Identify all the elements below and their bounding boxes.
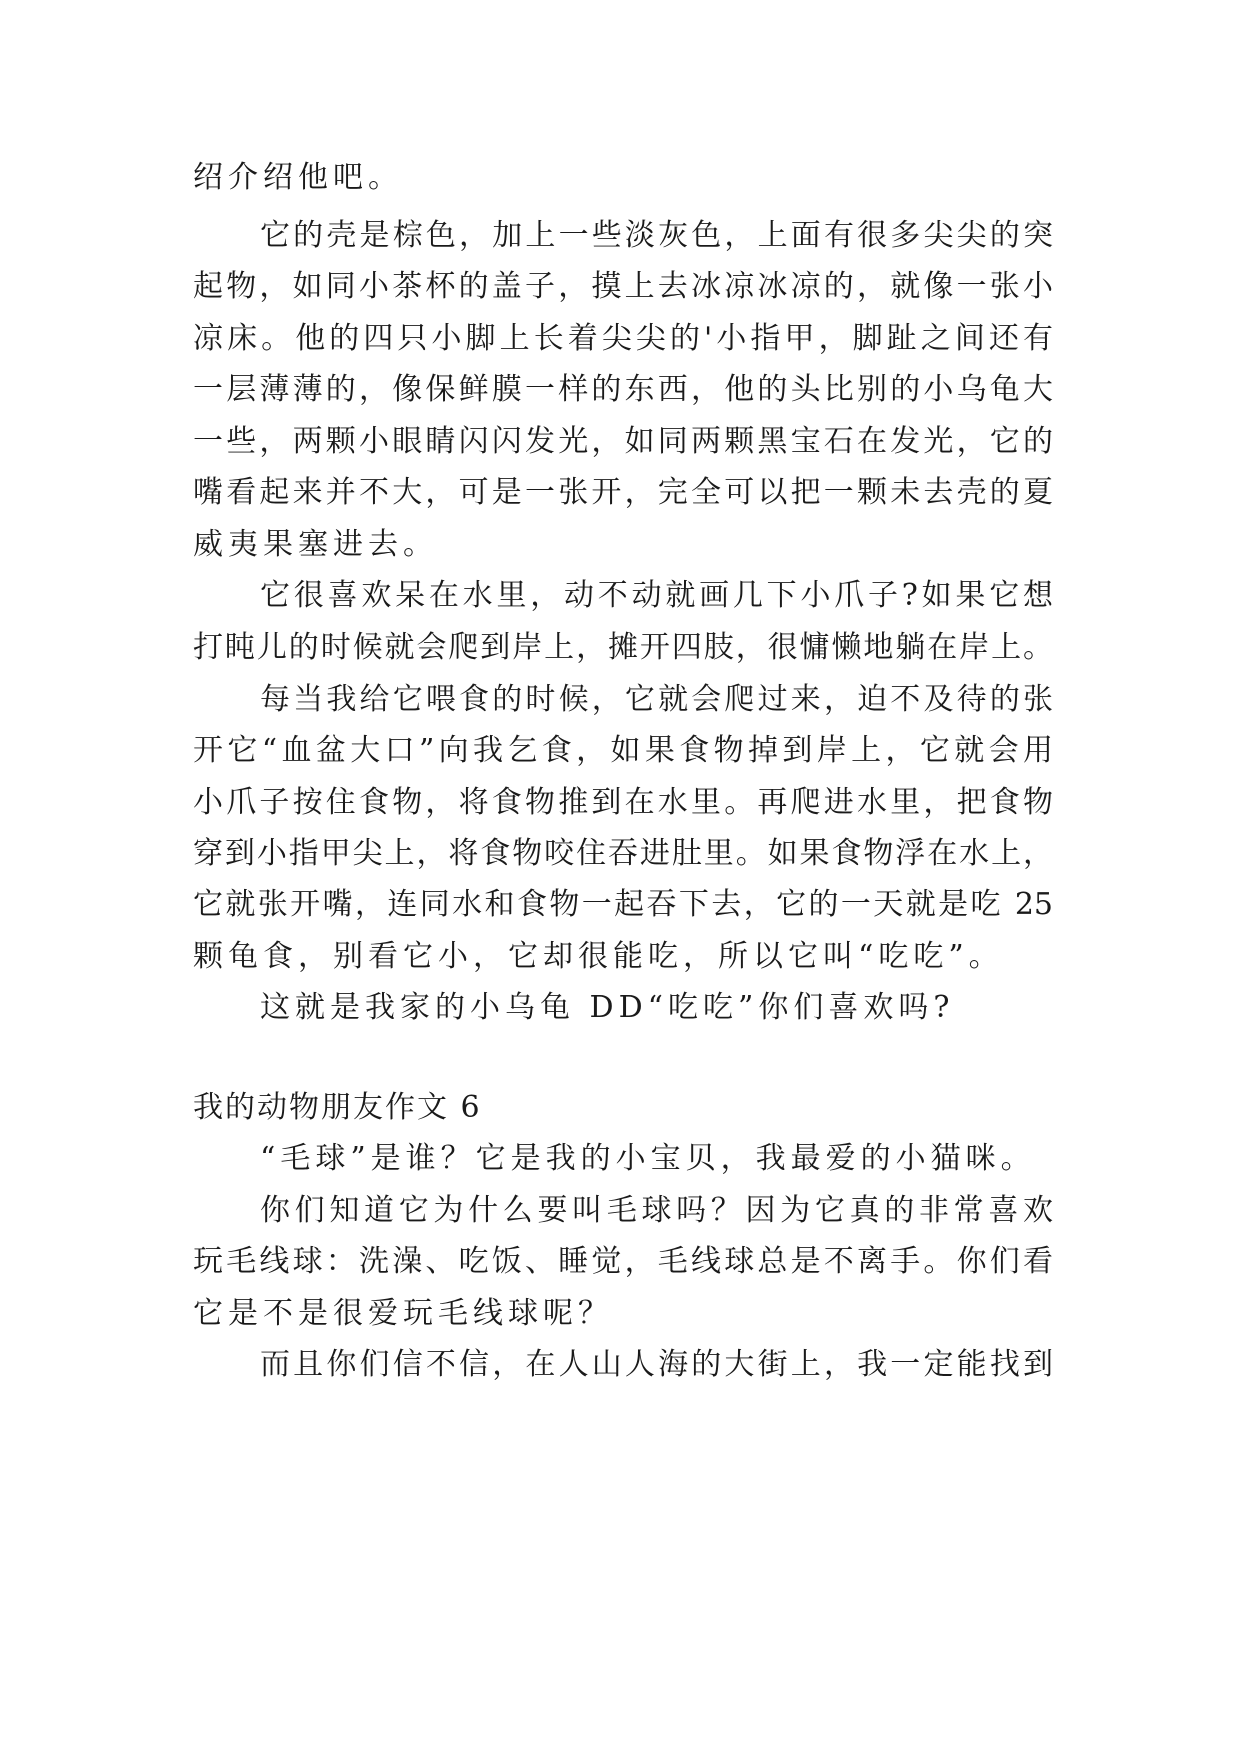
paragraph-first-line: 它很喜欢呆在水里，动不动就画几下小爪子?如果它想 [260,578,1053,613]
text-line: 起物，如同小茶杯的盖子，摸上去冰凉冰凉的，就像一张小 [193,269,1053,304]
text-line: 绍介绍他吧。 [193,160,403,195]
paragraph-first-line: “毛球”是谁？它是我的小宝贝，我最爱的小猫咪。 [260,1141,1036,1176]
paragraph-first-line: 这就是我家的小乌龟 DD“吃吃”你们喜欢吗? [260,990,955,1025]
text-line: 它就张开嘴，连同水和食物一起吞下去，它的一天就是吃 25 [193,887,1053,922]
text-line: 凉床。他的四只小脚上长着尖尖的'小指甲，脚趾之间还有 [193,321,1053,356]
paragraph-first-line: 你们知道它为什么要叫毛球吗？因为它真的非常喜欢 [260,1193,1053,1228]
text-line: 小爪子按住食物，将食物推到在水里。再爬进水里，把食物 [193,785,1053,820]
text-line: 穿到小指甲尖上，将食物咬住吞进肚里。如果食物浮在水上， [193,836,1053,871]
text-line: 开它“血盆大口”向我乞食，如果食物掉到岸上，它就会用 [193,733,1053,768]
text-line: 颗龟食，别看它小，它却很能吃，所以它叫“吃吃”。 [193,939,1004,974]
text-line: 玩毛线球：洗澡、吃饭、睡觉，毛线球总是不离手。你们看 [193,1244,1053,1279]
paragraph-first-line: 每当我给它喂食的时候，它就会爬过来，迫不及待的张 [260,682,1053,717]
paragraph-first-line: 而且你们信不信，在人山人海的大街上，我一定能找到 [260,1347,1053,1382]
text-line: 它是不是很爱玩毛线球呢？ [193,1296,613,1331]
text-line: 一些，两颗小眼睛闪闪发光，如同两颗黑宝石在发光，它的 [193,424,1053,459]
text-line: 打盹儿的时候就会爬到岸上，摊开四肢，很慵懒地躺在岸上。 [193,630,1053,665]
text-line: 一层薄薄的，像保鲜膜一样的东西，他的头比别的小乌龟大 [193,372,1053,407]
section-title: 我的动物朋友作文 6 [193,1090,482,1125]
paragraph-first-line: 它的壳是棕色，加上一些淡灰色，上面有很多尖尖的突 [260,218,1053,253]
text-line: 嘴看起来并不大，可是一张开，完全可以把一颗未去壳的夏 [193,475,1053,510]
text-line: 威夷果塞进去。 [193,527,438,562]
